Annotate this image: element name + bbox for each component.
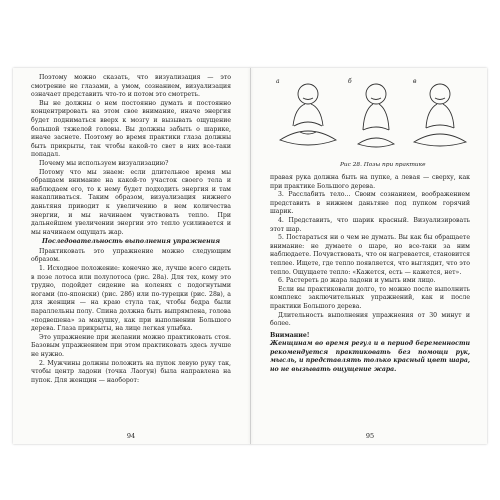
paragraph: 2. Мужчины должны положить на пупок левую руку так, чтобы центр ладони (точка Лаогун) была направлена на пупок. Для женщин — наоборот: bbox=[31, 359, 231, 384]
book-gutter bbox=[250, 68, 251, 444]
kneeling-pose-figure bbox=[358, 84, 394, 147]
figure-caption: Рис 28. Позы при практике bbox=[340, 162, 426, 168]
meditation-figure bbox=[270, 74, 480, 168]
cross-legged-pose-figure bbox=[414, 84, 466, 146]
right-page bbox=[270, 74, 470, 440]
left-page-text bbox=[31, 74, 231, 385]
paragraph: Длительность выполнения упражнения от 30 минут и более. bbox=[270, 311, 470, 328]
figure-label-a: а bbox=[276, 78, 280, 85]
paragraph: 1. Исходное положение: конечно же, лучше всего сидеть в позе лотоса или полулотоса (рис. 28а). Для тех, кому это трудно, подойдет сидение на коленях с подогнутыми ногами (по-японски) (рис. 28б) или по-турецки (рис. 28в), а для женщин — на краю стула так, чтобы бедра были параллельны полу. Спина должна быть выпрямлена, голова «подвешена» за макушку, как при выполнении Большого дерева. Глаза прикрыты, на лице легкая улыбка. bbox=[31, 265, 231, 333]
page-number: 95 bbox=[365, 432, 375, 440]
book-spread bbox=[13, 68, 487, 444]
paragraph: Почему мы используем визуализацию? bbox=[39, 159, 169, 167]
warning-body: Женщинам во время регул и в период беременности рекомендуется практиковать без помощи рук, мысль, и представлять только красный цвет шара, но не вызывать ощущение жара. bbox=[270, 340, 470, 374]
paragraph: 6. Растереть до жара ладони и умыть ими лицо. bbox=[278, 277, 436, 285]
paragraph: Поэтому можно сказать, что визуализация — это смотрение не глазами, а умом, сознанием, визуализация означает представить что-то и потом это смотреть. bbox=[31, 74, 231, 99]
paragraph: 4. Представить, что шарик красный. Визуализировать этот шар. bbox=[270, 216, 470, 233]
figure-label-c: в bbox=[413, 78, 417, 85]
meditation-poses-illustration bbox=[270, 74, 480, 160]
figure-label-b: б bbox=[348, 78, 352, 85]
left-page bbox=[31, 74, 231, 440]
paragraph: 3. Расслабить тело... Своим сознанием, воображением представить в нижнем даньтяне под пупком горячий шарик. bbox=[270, 191, 470, 216]
paragraph: Если вы практиковали долго, то можно после выполнить комплекс заключительных упражнений, как и после практики Большого дерева. bbox=[270, 285, 470, 310]
section-subheading: Последовательность выполнения упражнения bbox=[41, 238, 221, 246]
right-page-text bbox=[270, 174, 470, 375]
warning-title: Внимание! bbox=[270, 331, 310, 339]
paragraph: 5. Постараться ни о чем не думать. Вы как бы обращаете внимание: не думаете о шаре, но все-таки за ним наблюдаете. Почувствовать, что он нагревается, становится теплее. Ищете, где тепло появляется, что выглядит, что это тепло. Ощущаете тепло: «Кажется, есть — кажется, нет». bbox=[270, 234, 470, 276]
lotus-pose-figure bbox=[280, 84, 336, 145]
paragraph: Это упражнение при желании можно практиковать стоя. Базовым упражнением при этом практиковать здесь лучше не нужно. bbox=[31, 333, 231, 358]
paragraph: Потому что мы знаем: если длительное время мы обращаем внимание на какой-то участок своего тела и наблюдаем его, то к нему будет подходить энергия и там накапливаться. Таким образом, визуализация нижнего даньтяня приводит к увеличению в нем количества энергии, и мы начинаем чувствовать тепло. При дальнейшем увеличении энергии это тепло усиливается и мы начинаем ощущать жар. bbox=[31, 168, 231, 236]
paragraph: Вы не должны о нем постоянно думать и постоянно концентрировать на этом свое внимание, иначе энергия будет подниматься вверх к мозгу и вызывать ощущение большой тяжелой головы. Вы должны забыть о шарике, иначе заснете. Поэтому во время практики глаза должны быть прикрыты, так чтобы какой-то свет в них все-таки попадал. bbox=[31, 99, 231, 159]
paragraph: Практиковать это упражнение можно следующим образом. bbox=[31, 247, 231, 264]
paragraph: правая рука должна быть на пупке, а левая — сверху, как при практике Большого дерева. bbox=[270, 174, 470, 190]
page-number: 94 bbox=[126, 432, 136, 440]
